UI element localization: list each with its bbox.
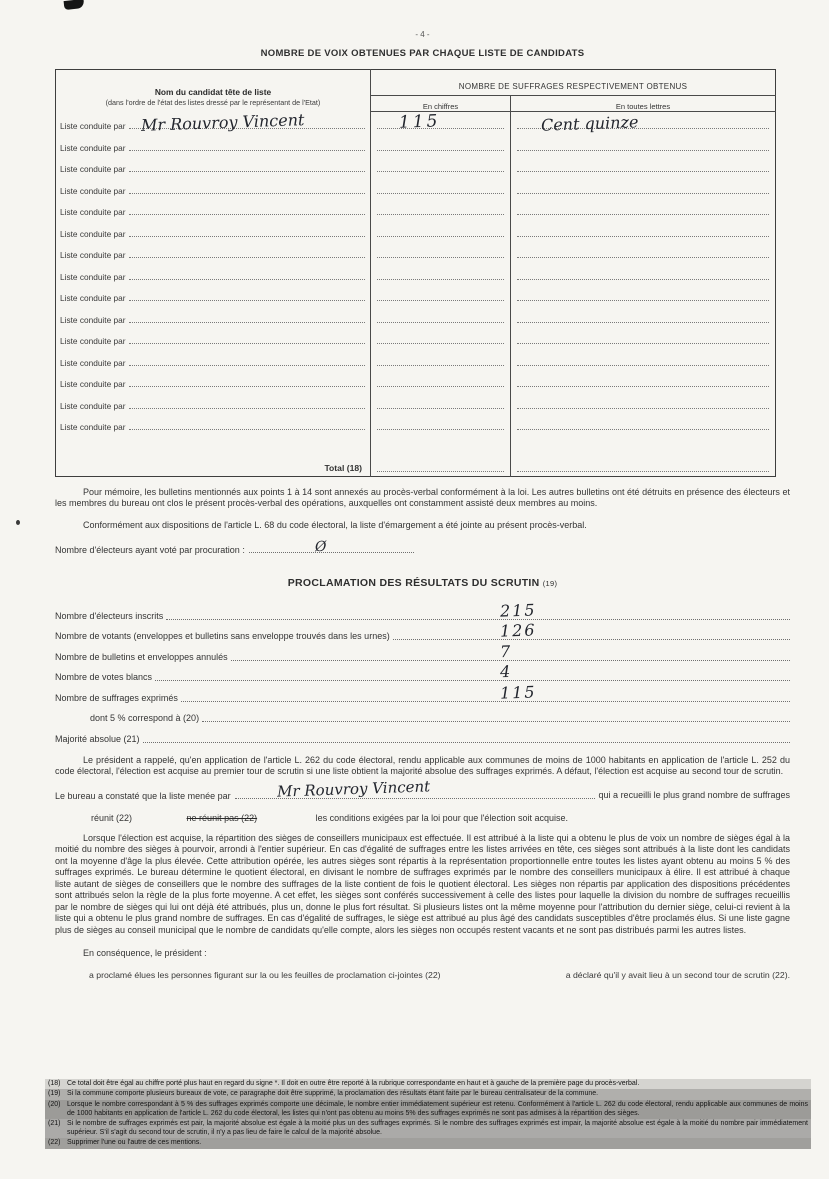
dotted-line xyxy=(517,322,769,323)
table-header-name-line2: (dans l'ordre de l'état des listes dressé par le représentant de l'Etat) xyxy=(105,97,321,107)
ne-reunit-pas-option: ne réunit pas (22) xyxy=(186,812,258,823)
page-number: - 4 - xyxy=(415,30,430,39)
handwritten-votes-words: Cent quinze xyxy=(540,112,639,135)
list-row-label: Liste conduite par xyxy=(60,185,126,196)
total-label: Total (18) xyxy=(324,462,362,473)
dotted-line xyxy=(517,257,769,258)
ink-speck xyxy=(16,520,20,525)
procuration-line xyxy=(55,538,790,556)
table-header-suffrages: NOMBRE DE SUFFRAGES RESPECTIVEMENT OBTENUS xyxy=(371,70,776,96)
conditions-text: les conditions exigées par la loi pour que l'élection soit acquise. xyxy=(315,812,568,823)
list-row-label: Liste conduite par xyxy=(60,164,126,174)
list-row-label: Liste conduite par xyxy=(60,271,126,282)
footnote-text: Lorsque le nombre correspondant à 5 % des suffrages exprimés comporte une décimale, le nombre entier immédiatement supérieur est retenu. Conformément à l'article L. 262 du code électoral, rendu applicable aux communes de moins de 1000 habitants en application de l'article L. 262 du code électoral, les listes qui n'ont pas obtenu au moins 5% des suffrages exprimés ne sont pas admises à la répartition des sièges. xyxy=(67,1101,808,1117)
dotted-line xyxy=(517,386,769,387)
repartition-paragraph: Lorsque l'élection est acquise, la répartition des sièges de conseillers municipaux est effectuée. Il est attribué à la liste qui a obtenu le plus de voix un nombre de sièges égal à la moitié du nombre des sièges à pourvoir, arrondi à l'entier supérieur. En cas d'égalité de suffrages entre les listes arrivées en tête, ces sièges sont attribués à la liste dont les candidats ont la moyenne d'âge la plus élevée. Cette attribution opérée, les autres sièges sont répartis à la représentation proportionnelle entre toutes les listes ayant obtenu au moins 5 % des suffrages exprimés. Le bureau détermine le quotient électoral, en divisant le nombre de suffrages exprimés par le nombre des conseillers municipaux à élire. Il est attribué à chaque liste autant de sièges de conseillers que le nombre des suffrages de la liste contient de fois le quotient électoral. Les sièges non répartis par application des dispositions précédentes sont attribués selon la règle de la plus forte moyenne. A cet effet, les sièges sont conférés successivement à celle des listes pour laquelle la division du nombre de suffrages recueillis par le nombre de sièges qui lui ont déjà été attribués, plus un, donne le plus fort résultat. Si plusieurs listes ont la même moyenne pour l'attribution du dernier siège, celui-ci revient à la liste qui a obtenu le plus grand nombre de suffrages. En cas d'égalité de suffrages, le siège est attribué au plus âgé des candidats susceptibles d'être proclamés élus. Si une liste gagne plus de sièges au conseil municipal que le nombre de candidats qu'elle compte, alors les sièges non occupés restent vacants et ne sont pas distribués parmi les autres listes. xyxy=(55,832,790,935)
footnote-text: Si la commune comporte plusieurs bureaux de vote, ce paragraphe doit être supprimé, la proclamation des résultats étant faite par le bureau centralisateur de la commune. xyxy=(67,1090,599,1098)
dotted-line xyxy=(129,193,366,194)
bureau-prefix: Le bureau a constaté que la liste menée par xyxy=(55,790,231,801)
footnote xyxy=(45,1079,811,1090)
table-header-name xyxy=(56,70,371,112)
list-row-label: Liste conduite par xyxy=(60,314,126,325)
footnote-number: (22) xyxy=(48,1139,61,1147)
footnote-number: (20) xyxy=(48,1101,61,1109)
dotted-line xyxy=(129,171,366,172)
table-subheader-lettres: En toutes lettres xyxy=(511,96,776,112)
table-row xyxy=(56,176,776,198)
list-row-label: Liste conduite par xyxy=(60,422,126,432)
dotted-line xyxy=(143,742,790,743)
dotted-line xyxy=(129,322,366,323)
handwritten-winning-list: Mr Rouvroy Vincent xyxy=(276,776,431,801)
table-row xyxy=(56,413,776,435)
dotted-line xyxy=(129,128,366,129)
dotted-line xyxy=(517,193,769,194)
footnote xyxy=(45,1089,811,1100)
proclamation-option-right: a déclaré qu'il y avait lieu à un second tour de scrutin (22). xyxy=(565,970,790,980)
list-row-label: Liste conduite par xyxy=(60,293,126,303)
result-label: Nombre de votants (enveloppes et bulletins sans enveloppe trouvés dans les urnes) xyxy=(55,631,390,641)
dotted-line xyxy=(231,660,790,661)
footnote-text: Ce total doit être égal au chiffre porté plus haut en regard du signe *. Il doit en outre être reporté à la rubrique correspondante en haut et à gauche de la première page du procès-verbal. xyxy=(67,1079,640,1087)
result-label: dont 5 % correspond à (20) xyxy=(90,713,200,723)
table-row xyxy=(56,219,776,241)
dotted-line xyxy=(377,343,504,344)
handwritten-result-value: 4 xyxy=(499,661,513,682)
dotted-line xyxy=(129,150,366,151)
proclamation-options xyxy=(55,970,790,980)
bureau-line xyxy=(55,776,790,801)
votes-table xyxy=(55,69,776,477)
procuration-label: Nombre d'électeurs ayant voté par procuration : xyxy=(55,545,245,555)
dotted-line xyxy=(517,214,769,215)
footnote-text: Si le nombre de suffrages exprimés est pair, la majorité absolue est égale à la moitié plus un des suffrages exprimés. Si le nombre des suffrages exprimés est impair, la majorité absolue est égale à la moitié du nombre pair immédiatement supérieur. S'il s'agit du second tour de scrutin, il n'y a pas lieu de faire le calcul de la majorité absolue. xyxy=(67,1120,808,1136)
dotted-line xyxy=(129,365,366,366)
handwritten-result-value: 115 xyxy=(499,681,537,703)
dotted-line xyxy=(202,721,790,722)
dotted-line xyxy=(517,150,769,151)
dotted-line xyxy=(129,408,366,409)
table-row xyxy=(56,348,776,370)
dotted-line xyxy=(377,257,504,258)
result-line xyxy=(55,663,790,684)
dotted-line xyxy=(249,538,414,556)
table-row xyxy=(56,370,776,392)
list-row-label: Liste conduite par xyxy=(60,357,126,368)
list-row-label: Liste conduite par xyxy=(60,121,126,131)
dotted-line xyxy=(166,619,790,620)
dotted-line xyxy=(517,300,769,301)
footnotes-block xyxy=(45,1079,811,1149)
table-row xyxy=(56,284,776,306)
dotted-line xyxy=(377,150,504,151)
dotted-line xyxy=(377,214,504,215)
footnote xyxy=(45,1138,811,1149)
handwritten-result-value: 126 xyxy=(499,620,537,641)
table-row xyxy=(56,262,776,284)
footnote xyxy=(45,1100,811,1119)
proclamation-option-left: a proclamé élues les personnes figurant sur la ou les feuilles de proclamation ci-jointes (22) xyxy=(89,970,441,980)
list-row-label: Liste conduite par xyxy=(60,400,126,411)
result-line xyxy=(55,622,790,643)
list-row-label: Liste conduite par xyxy=(60,379,126,389)
handwritten-result-value: 215 xyxy=(499,599,537,621)
reunit-option: réunit (22) xyxy=(91,812,133,823)
result-line xyxy=(55,683,790,704)
table-row xyxy=(56,327,776,349)
dotted-line xyxy=(377,365,504,366)
footnote-number: (18) xyxy=(48,1079,61,1087)
list-row-label: Liste conduite par xyxy=(60,207,126,217)
dotted-line xyxy=(129,343,366,344)
proclamation-title xyxy=(55,577,790,589)
table-row xyxy=(56,155,776,177)
dotted-line xyxy=(517,236,769,237)
result-label: Nombre de votes blancs xyxy=(55,672,153,682)
dotted-line xyxy=(377,429,504,430)
results-block xyxy=(55,601,790,745)
list-row-label: Liste conduite par xyxy=(60,250,126,260)
footnote-number: (21) xyxy=(48,1120,61,1128)
result-line xyxy=(55,642,790,663)
table-row xyxy=(56,305,776,327)
dotted-line xyxy=(377,279,504,280)
dotted-line xyxy=(129,279,366,280)
result-label: Nombre d'électeurs inscrits xyxy=(55,610,164,621)
dotted-line xyxy=(517,128,769,129)
list-row-label: Liste conduite par xyxy=(60,142,126,153)
dotted-line xyxy=(393,639,790,640)
dotted-line xyxy=(517,279,769,280)
table-row xyxy=(56,391,776,413)
dotted-line xyxy=(377,236,504,237)
table-row xyxy=(56,198,776,220)
handwritten-result-value: 7 xyxy=(499,641,513,661)
handwritten-list-name: Mr Rouvroy Vincent xyxy=(140,110,305,135)
handwritten-votes-count: 115 xyxy=(398,111,441,133)
dotted-line xyxy=(377,408,504,409)
dotted-line xyxy=(517,343,769,344)
table-row xyxy=(56,133,776,155)
dotted-line xyxy=(129,236,366,237)
bureau-suffix: qui a recueilli le plus grand nombre de suffrages xyxy=(598,789,790,800)
result-line xyxy=(55,601,790,622)
dotted-line xyxy=(517,471,769,472)
dotted-line xyxy=(377,300,504,301)
dotted-line xyxy=(181,701,790,702)
dotted-line xyxy=(517,408,769,409)
dotted-line xyxy=(517,429,769,430)
dotted-line xyxy=(517,171,769,172)
table-row-filled xyxy=(56,112,776,134)
dotted-line xyxy=(517,365,769,366)
proclamation-title-note: (19) xyxy=(542,579,558,588)
result-line xyxy=(55,704,790,725)
list-row-label: Liste conduite par xyxy=(60,336,126,346)
president-paragraph: Le président a rappelé, qu'en application de l'article L. 262 du code électoral, rendu applicable aux communes de moins de 1000 habitants en application de l'article L. 252 du code électoral, l'élection est acquise au premier tour de scrutin si une liste obtient la majorité absolue des suffrages exprimés. A défaut, l'élection est acquise au second tour de scrutin. xyxy=(55,754,790,776)
footnote-text: Supprimer l'une ou l'autre de ces mentions. xyxy=(67,1139,202,1147)
result-label: Nombre de bulletins et enveloppes annulés xyxy=(55,651,228,662)
dotted-line xyxy=(129,429,366,430)
dotted-line xyxy=(129,257,366,258)
dotted-line xyxy=(377,386,504,387)
consequence-line: En conséquence, le président : xyxy=(83,948,207,958)
document-title: NOMBRE DE VOIX OBTENUES PAR CHAQUE LISTE DE CANDIDATS xyxy=(260,48,585,59)
table-row xyxy=(56,241,776,263)
footnote xyxy=(45,1119,811,1138)
table-header-name-line1: Nom du candidat tête de liste xyxy=(154,86,272,97)
dotted-line xyxy=(377,128,504,129)
handwritten-procuration-count: Ø xyxy=(314,538,327,556)
conformement-paragraph: Conformément aux dispositions de l'article L. 68 du code électoral, la liste d'émargement a été jointe au présent procès-verbal. xyxy=(83,519,587,530)
dotted-line xyxy=(377,471,504,472)
reunit-line xyxy=(55,813,790,823)
dotted-line xyxy=(377,193,504,194)
list-row-label: Liste conduite par xyxy=(60,228,126,239)
dotted-line xyxy=(377,322,504,323)
dotted-line xyxy=(235,776,595,801)
dotted-line xyxy=(129,386,366,387)
result-label: Majorité absolue (21) xyxy=(55,733,140,744)
result-line xyxy=(55,724,790,745)
dotted-line xyxy=(129,300,366,301)
table-subheader-chiffres: En chiffres xyxy=(371,96,511,112)
footnote-number: (19) xyxy=(48,1090,61,1098)
dotted-line xyxy=(155,680,790,681)
proclamation-title-text: PROCLAMATION DES RÉSULTATS DU SCRUTIN xyxy=(287,577,540,589)
memoire-paragraph: Pour mémoire, les bulletins mentionnés aux points 1 à 14 sont annexés au procès-verbal conformément à la loi. Les autres bulletins ont été détruits en présence des électeurs et les membres du bureau ont clos le présent procès-verbal des opérations, auxquelles ont constamment assisté deux membres au moins. xyxy=(55,486,790,508)
dotted-line xyxy=(129,214,366,215)
result-label: Nombre de suffrages exprimés xyxy=(55,692,178,703)
dotted-line xyxy=(377,171,504,172)
total-row xyxy=(56,434,776,476)
